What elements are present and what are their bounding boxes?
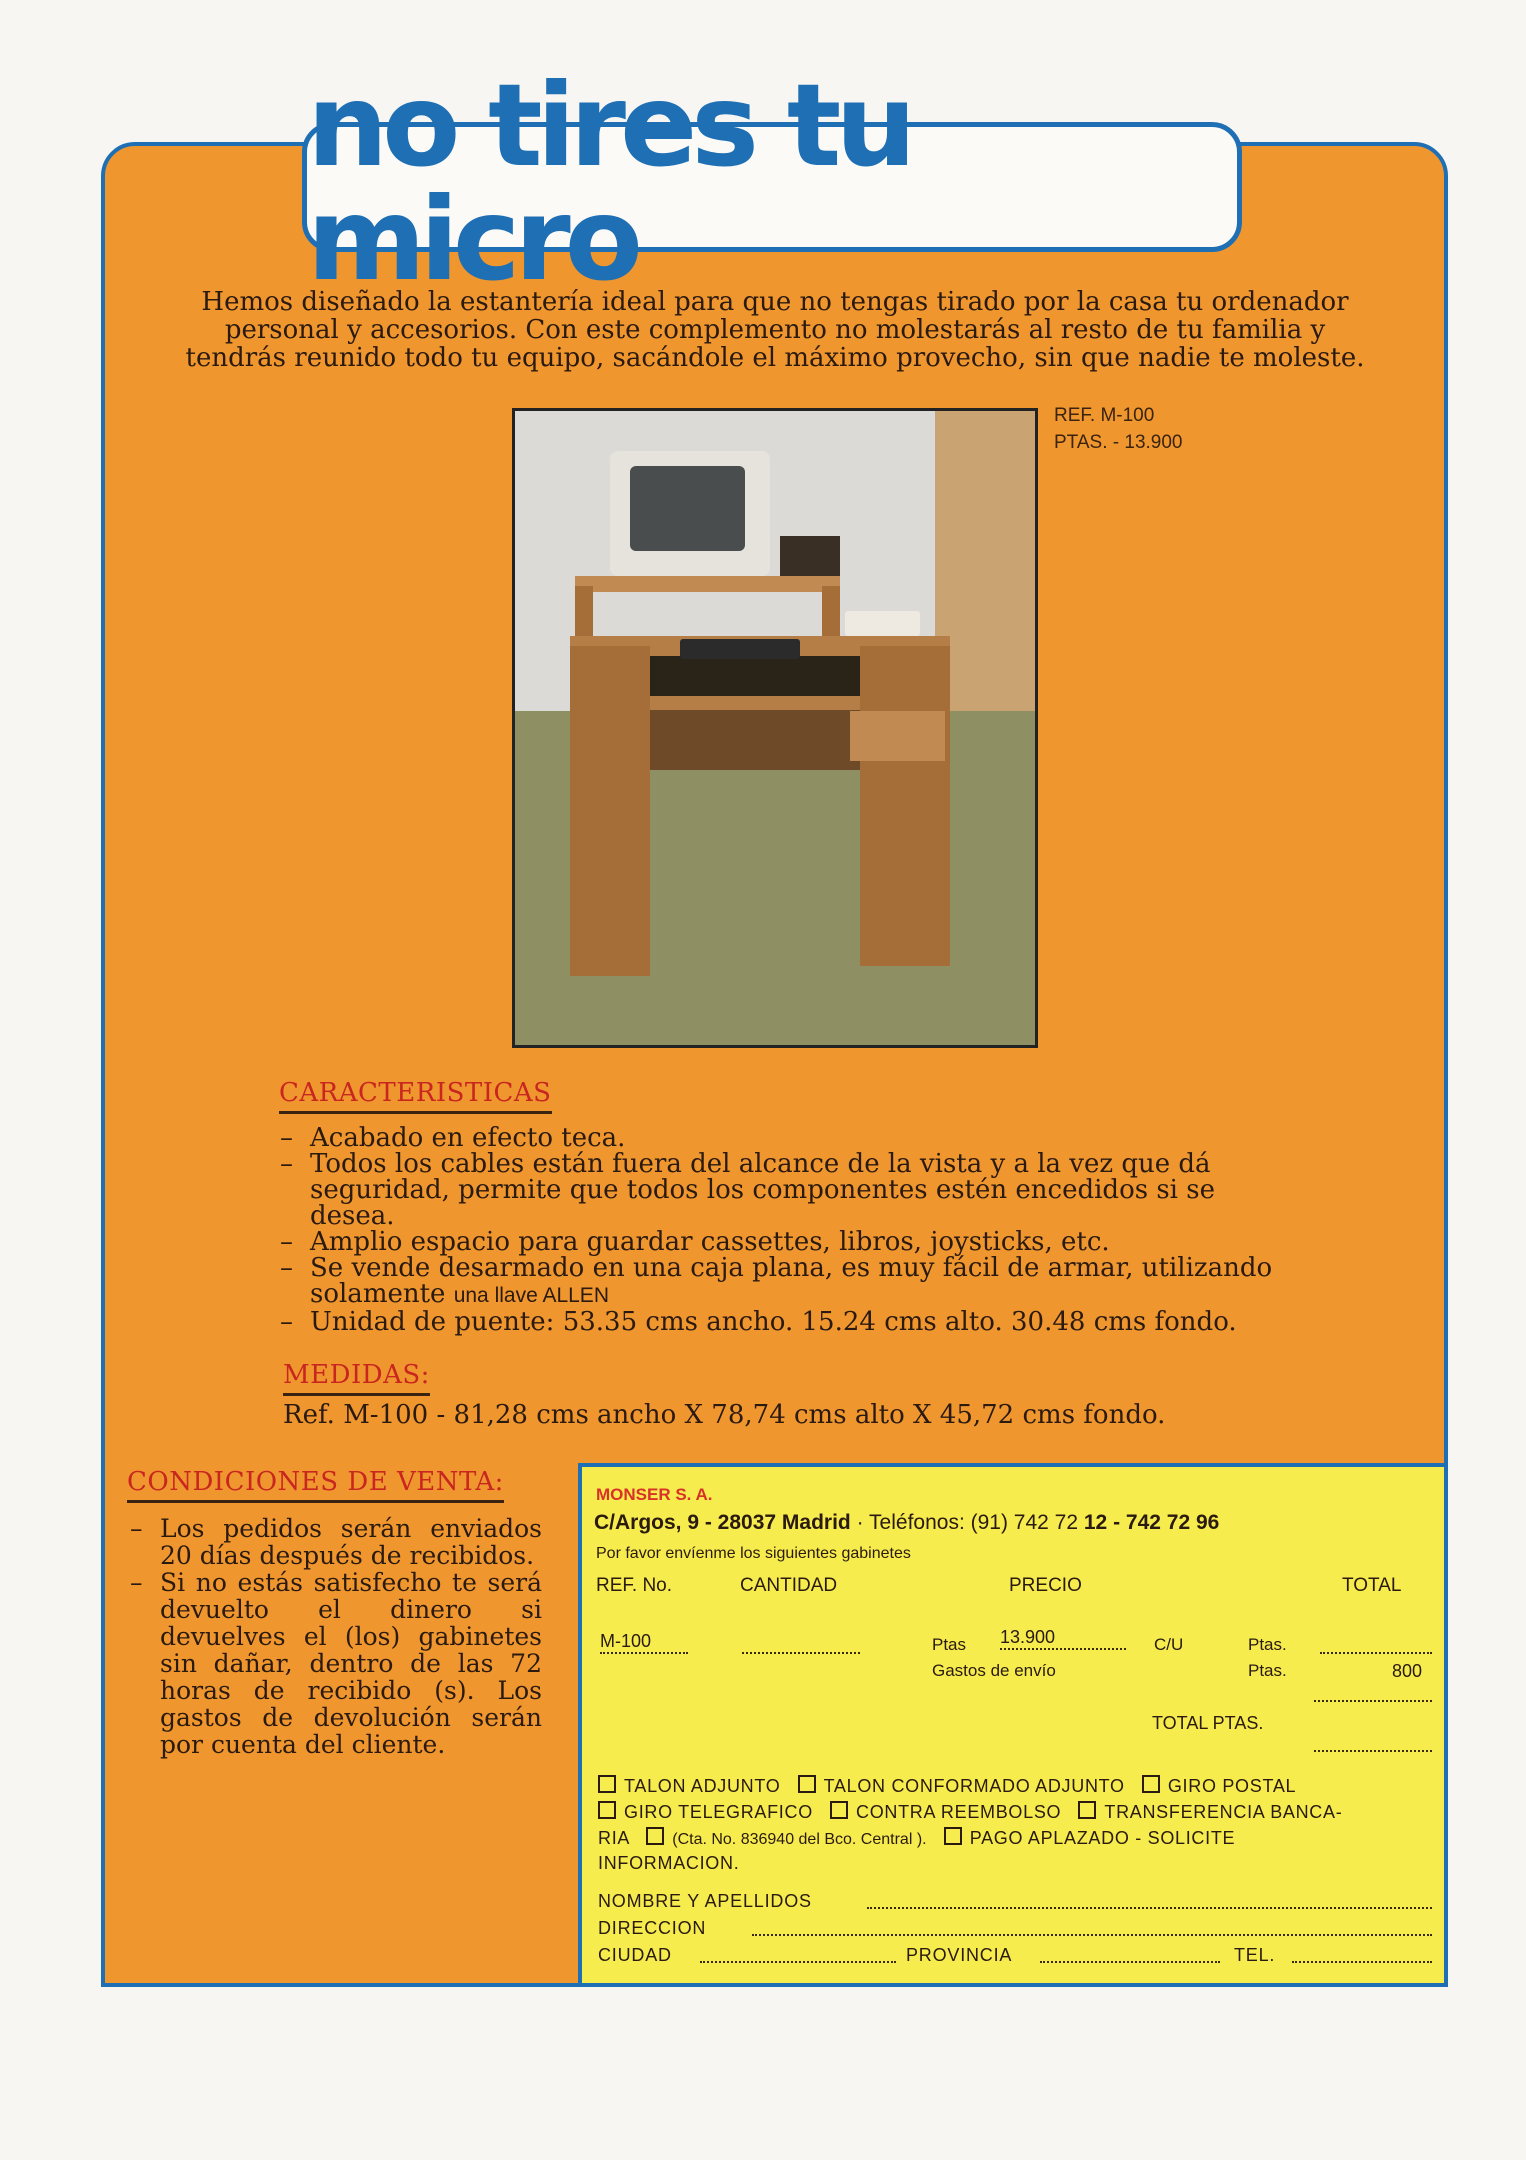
col-precio: PRECIO xyxy=(1009,1575,1082,1596)
shipping-value: 800 xyxy=(1392,1661,1423,1681)
features-list xyxy=(280,1125,1280,1335)
company-address-line: C/Argos, 9 - 28037 Madrid · Teléfonos: (91) 742 72 12 - 742 72 96 xyxy=(594,1511,1220,1534)
line-total-field[interactable] xyxy=(1320,1652,1432,1654)
order-form xyxy=(578,1463,1448,1987)
conditions-list xyxy=(128,1515,542,1758)
unit-price: 13.900 xyxy=(1000,1627,1126,1650)
shipping-ptas-label: Ptas. xyxy=(1248,1661,1287,1680)
address-label: DIRECCION xyxy=(598,1918,707,1938)
col-ref: REF. No. xyxy=(596,1575,673,1596)
payment-option[interactable]: TALON CONFORMADO ADJUNTO xyxy=(798,1776,1125,1796)
name-field[interactable] xyxy=(867,1907,1432,1909)
col-total: TOTAL xyxy=(1342,1575,1402,1596)
total-label: TOTAL PTAS. xyxy=(1152,1713,1264,1733)
ptas-total-label: Ptas. xyxy=(1248,1635,1287,1654)
payment-option[interactable]: TALON ADJUNTO xyxy=(598,1776,780,1796)
medidas-text: Ref. M-100 - 81,28 cms ancho X 78,74 cms alto X 45,72 cms fondo. xyxy=(283,1400,1166,1430)
checkbox[interactable] xyxy=(598,1775,616,1793)
medidas-heading: MEDIDAS: xyxy=(283,1360,430,1396)
list-item: – Los pedidos serán enviados 20 días después de recibidos. xyxy=(128,1515,542,1569)
tel-field[interactable] xyxy=(1292,1961,1432,1963)
payment-row-3 xyxy=(598,1827,1235,1849)
address-field[interactable] xyxy=(752,1934,1432,1936)
ria-text: RIA xyxy=(598,1828,630,1848)
list-item: – Si no estás satisfecho te será devuelto el dinero si devuelves el (los) gabinetes sin dañar, dentro de las 72 horas de recibido (s). Los gastos de devolución serán por cuenta del cliente. xyxy=(128,1569,542,1758)
payment-option[interactable]: PAGO APLAZADO - SOLICITE xyxy=(944,1828,1236,1848)
checkbox[interactable] xyxy=(1078,1801,1096,1819)
page-title: no tires tu micro xyxy=(307,59,911,306)
list-item: – Unidad de puente: 53.35 cms ancho. 15.24 cms alto. 30.48 cms fondo. xyxy=(280,1309,1280,1335)
payment-row-1 xyxy=(598,1775,1296,1797)
city-label: CIUDAD xyxy=(598,1945,672,1965)
title-banner xyxy=(302,59,1242,306)
ptas-label: Ptas xyxy=(932,1635,967,1654)
payment-option[interactable]: (Cta. No. 836940 del Bco. Central ). xyxy=(646,1828,926,1848)
total-field[interactable] xyxy=(1314,1750,1432,1752)
product-ref-block xyxy=(1054,402,1183,456)
request-text: Por favor envíenme los siguientes gabinetes xyxy=(596,1545,911,1562)
caracteristicas-heading: CARACTERISTICAS xyxy=(279,1078,552,1114)
checkbox[interactable] xyxy=(944,1827,962,1845)
intro-paragraph: Hemos diseñado la estantería ideal para que no tengas tirado por la casa tu ordenador personal y accesorios. Con este complemento no molestarás al resto de tu familia y tendrás reunido todo tu equipo, sacándole el máximo provecho, sin que nadie te moleste. xyxy=(185,287,1365,373)
subtotal-line xyxy=(1314,1700,1432,1702)
company-address: C/Argos, 9 - 28037 Madrid xyxy=(594,1511,851,1534)
list-item xyxy=(280,1255,1280,1309)
product-photo xyxy=(512,408,1038,1048)
payment-option[interactable]: CONTRA REEMBOLSO xyxy=(830,1802,1061,1822)
condiciones-heading: CONDICIONES DE VENTA: xyxy=(127,1467,504,1503)
product-ref: REF. M-100 xyxy=(1054,405,1155,426)
phones-numbers: 12 - 742 72 96 xyxy=(1083,1511,1220,1534)
col-cantidad: CANTIDAD xyxy=(740,1575,838,1596)
company-name: MONSER S. A. xyxy=(596,1485,713,1504)
feature-tail: una llave ALLEN xyxy=(453,1284,609,1307)
list-item: – Todos los cables están fuera del alcance de la vista y a la vez que dá seguridad, permite que todos los componentes estén encedidos si se desea. xyxy=(280,1151,1280,1229)
tel-label: TEL. xyxy=(1234,1945,1276,1965)
list-item: – Amplio espacio para guardar cassettes, libros, joysticks, etc. xyxy=(280,1229,1280,1255)
quantity-field[interactable] xyxy=(742,1652,860,1654)
informacion-text: INFORMACION. xyxy=(598,1853,740,1873)
checkbox[interactable] xyxy=(646,1827,664,1845)
list-item: – Acabado en efecto teca. xyxy=(280,1125,1280,1151)
province-field[interactable] xyxy=(1040,1961,1220,1963)
province-label: PROVINCIA xyxy=(906,1945,1013,1965)
payment-row-2 xyxy=(598,1801,1342,1823)
name-label: NOMBRE Y APELLIDOS xyxy=(598,1891,812,1911)
product-price: PTAS. - 13.900 xyxy=(1054,432,1183,453)
checkbox[interactable] xyxy=(598,1801,616,1819)
payment-option[interactable]: TRANSFERENCIA BANCA- xyxy=(1078,1802,1342,1822)
feature-text: Se vende desarmado en una caja plana, es muy fácil de armar, utilizando solamente xyxy=(310,1253,1273,1309)
payment-option[interactable]: GIRO POSTAL xyxy=(1142,1776,1296,1796)
phones-label: Teléfonos: (91) 742 72 xyxy=(869,1511,1079,1534)
checkbox[interactable] xyxy=(830,1801,848,1819)
payment-option[interactable]: GIRO TELEGRAFICO xyxy=(598,1802,813,1822)
row-ref[interactable]: M-100 xyxy=(600,1631,688,1654)
shipping-label: Gastos de envío xyxy=(932,1661,1056,1680)
checkbox[interactable] xyxy=(798,1775,816,1793)
checkbox[interactable] xyxy=(1142,1775,1160,1793)
per-unit: C/U xyxy=(1154,1635,1184,1654)
city-field[interactable] xyxy=(700,1961,896,1963)
